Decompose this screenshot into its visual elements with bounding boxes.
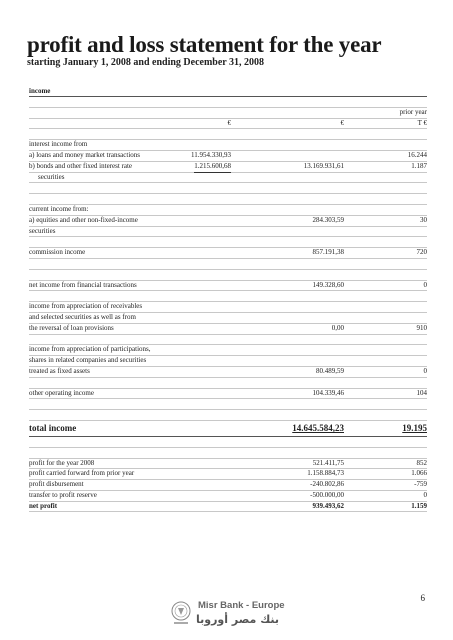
cell-subtotal: 104.339,46 [312, 388, 344, 397]
row-label: treated as fixed assets [29, 366, 90, 375]
cell-prior-year: 0 [423, 490, 427, 499]
page-subtitle: starting January 1, 2008 and ending December 31, 2008 [27, 57, 265, 68]
table-row [29, 173, 427, 184]
row-label: interest income from [29, 140, 88, 149]
row-label: a) equities and other non-fixed-income [29, 215, 138, 224]
cell-subtotal: 80.489,59 [316, 366, 344, 375]
column-header-currency-2: € [340, 118, 344, 127]
table-row [29, 129, 427, 140]
net-profit-label: net profit [29, 501, 58, 510]
cell-subtotal: -240.802,86 [310, 480, 344, 489]
table-row [29, 356, 427, 367]
column-header-currency-1: € [227, 118, 231, 127]
cell-prior-year: 30 [420, 215, 427, 224]
table-row [29, 87, 427, 97]
page-number: 6 [420, 593, 425, 603]
table-row [29, 491, 427, 502]
table-row [29, 291, 427, 302]
table-row [29, 205, 427, 216]
table-row [29, 302, 427, 313]
cell-prior-year: 910 [416, 323, 427, 332]
row-label: and selected securities as well as from [29, 312, 136, 321]
net-profit-prior-year: 1.159 [411, 501, 427, 510]
row-label: commission income [29, 248, 86, 257]
net-profit-value: 939.493,62 [312, 501, 344, 510]
row-label: b) bonds and other fixed interest rate [29, 161, 133, 170]
row-label: shares in related companies and securities [29, 356, 147, 365]
row-label: net income from financial transactions [29, 280, 137, 289]
table-row [29, 259, 427, 270]
cell-prior-year: 0 [423, 366, 427, 375]
table-row [29, 367, 427, 378]
section-label: income [29, 87, 51, 95]
table-row [29, 480, 427, 491]
table-row [29, 345, 427, 356]
row-label: income from appreciation of receivables [29, 302, 143, 311]
table-row [29, 119, 427, 130]
table-row [29, 216, 427, 227]
bank-name-arabic: بنك مصر أوروبا [196, 613, 280, 626]
table-row [29, 459, 427, 470]
page-title: profit and loss statement for the year [27, 32, 382, 57]
cell-subtotal: 149.328,60 [312, 280, 344, 289]
cell-prior-year: 104 [416, 388, 427, 397]
pl-statement-table [29, 87, 427, 512]
row-label: profit for the year 2008 [29, 458, 95, 467]
table-row [29, 162, 427, 173]
bank-seal-icon [170, 600, 192, 626]
row-label: securities [38, 172, 65, 181]
cell-prior-year: 1.066 [411, 469, 427, 478]
table-row [29, 324, 427, 335]
table-row [29, 502, 427, 513]
cell-value: 11.954.330,93 [191, 150, 231, 159]
table-row [29, 410, 427, 421]
table-row [29, 248, 427, 259]
cell-prior-year: -759 [414, 480, 427, 489]
table-row [29, 448, 427, 459]
row-label: other operating income [29, 388, 94, 397]
row-label: profit disbursement [29, 480, 84, 489]
cell-value: 1.215.600,68 [194, 162, 231, 173]
table-row [29, 335, 427, 346]
cell-subtotal: 13.169.931,61 [303, 161, 344, 170]
table-row [29, 270, 427, 281]
row-label: the reversal of loan provisions [29, 323, 114, 332]
table-row [29, 183, 427, 194]
table-row [29, 97, 427, 108]
table-row [29, 151, 427, 162]
table-row [29, 237, 427, 248]
table-row [29, 281, 427, 292]
total-value: 14.645.584,23 [292, 422, 344, 433]
bank-logo [170, 598, 290, 632]
row-label: securities [29, 226, 56, 235]
table-row [29, 399, 427, 410]
table-row [29, 469, 427, 480]
cell-subtotal: 857.191,38 [312, 248, 344, 257]
cell-subtotal: 1.158.884,73 [307, 469, 344, 478]
row-label: transfer to profit reserve [29, 490, 97, 499]
table-row [29, 313, 427, 324]
prior-year-header: prior year [399, 107, 427, 116]
table-row [29, 227, 427, 238]
cell-subtotal: 521.411,75 [312, 458, 344, 467]
row-label: profit carried forward from prior year [29, 469, 135, 478]
cell-prior-year: 0 [423, 280, 427, 289]
table-row [29, 389, 427, 400]
table-row [29, 140, 427, 151]
table-row [29, 194, 427, 205]
cell-prior-year: 16.244 [407, 150, 427, 159]
row-label: income from appreciation of participations, [29, 345, 151, 354]
total-label: total income [29, 422, 77, 433]
cell-prior-year: 720 [416, 248, 427, 257]
total-row [29, 421, 427, 437]
row-label: a) loans and money market transactions [29, 150, 140, 159]
total-prior-year: 19.195 [402, 422, 427, 433]
cell-subtotal: 0,00 [331, 323, 344, 332]
row-label: current income from: [29, 204, 89, 213]
column-header-currency-3: T € [417, 118, 427, 127]
table-row [29, 437, 427, 448]
cell-prior-year: 1.187 [411, 161, 427, 170]
table-row [29, 378, 427, 389]
cell-subtotal: -500.000,00 [310, 490, 344, 499]
cell-prior-year: 852 [416, 458, 427, 467]
table-row [29, 108, 427, 119]
cell-subtotal: 284.303,59 [312, 215, 344, 224]
bank-name: Misr Bank - Europe [198, 600, 285, 611]
